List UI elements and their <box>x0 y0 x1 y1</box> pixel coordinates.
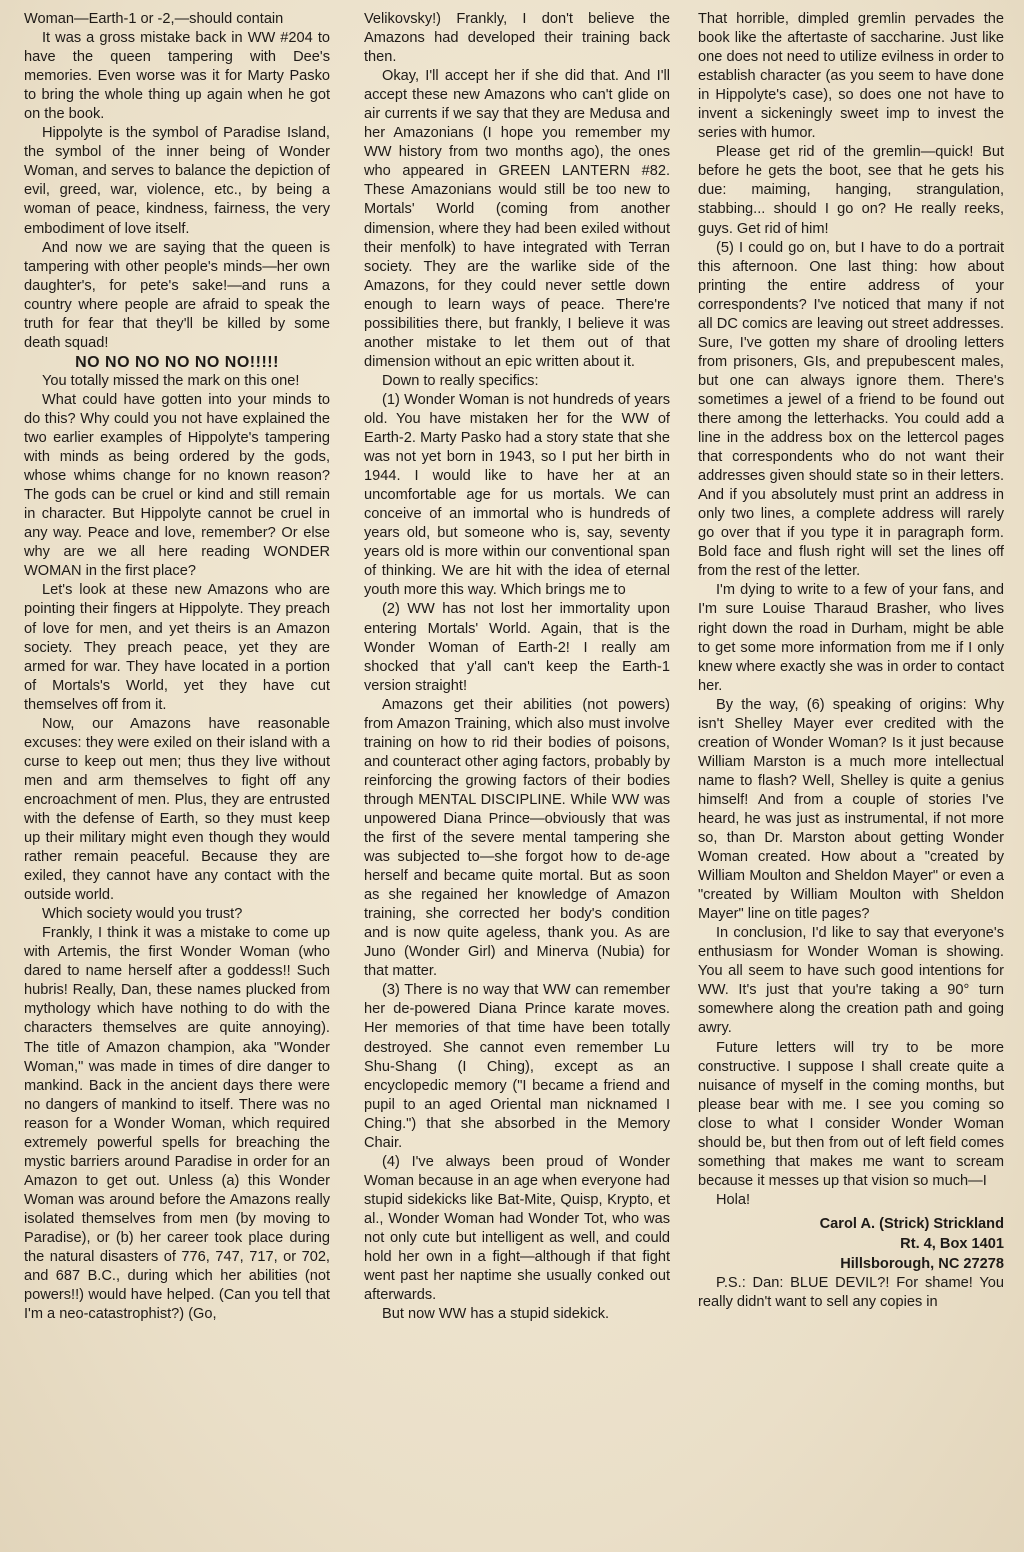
paragraph: (3) There is no way that WW can remember her de-powered Diana Prince karate moves. Her memories of that time have been totally destroyed. She cannot even remember Lu Shu-Shang (I Ching), except as an encyclopedic memory ("I became a friend and pupil to an aged Oriental man nicknamed I Ching.") that she absorbed in the Memory Chair. <box>364 982 670 1151</box>
paragraph: And now we are saying that the queen is tampering with other people's minds—her own daughter's, for pete's sake!—and runs a country where people are afraid to speak the truth for fear that they'll be killed by some death squad! <box>24 239 330 351</box>
paragraph: Which society would you trust? <box>42 906 243 923</box>
paragraph: Frankly, I think it was a mistake to come up with Artemis, the first Wonder Woman (who dared to name herself after a goddess!! Such hubris! Really, Dan, these names plucked from mythology which have nothing to do with the characters themselves are quite annoying). The title of Amazon champion, aka "Wonder Woman," was made in times of dire danger to mankind. Back in the ancient days there were no dangers of mankind to itself. There was no reason for a Wonder Woman, which required extremely powerful spells for breaching the mystic barriers around Paradise in order for an Amazon to get out. Unless (a) this Wonder Woman was around before the Amazons really isolated themselves from men (by moving to Paradise), or (b) her career took place during the natural disasters of 776, 747, 717, or 702, and 687 B.C., during which her abilities (not powers!!) would have helped. (Can you tell that I'm a neo-catastrophist?) (Go, <box>24 925 330 1323</box>
letter-signature <box>698 1214 1004 1274</box>
paragraph: Hippolyte is the symbol of Paradise Island, the symbol of the inner being of Wonder Woman, and serves to balance the depiction of evil, greed, war, violence, etc., by being a woman of peace, kindness, fairness, the very embodiment of love itself. <box>24 125 330 237</box>
paragraph: It was a gross mistake back in WW #204 to have the queen tampering with Dee's memories. Even worse was it for Marty Pasko to bring the whole thing up again when he got on the book. <box>24 30 330 123</box>
paragraph: NO NO NO NO NO NO!!!!! <box>75 353 279 371</box>
column-3-body <box>698 10 1004 1210</box>
paragraph: What could have gotten into your minds to do this? Why could you not have explained the two earlier examples of Hippolyte's tampering with minds as being ordered by the gods, whose whims change for no known reason? The gods can be cruel or kind and still remain in character. But Hippolyte cannot be cruel in any way. Peace and love, remember? Or else why are we all here reading WONDER WOMAN in the first place? <box>24 391 330 580</box>
signature-city: Hillsborough, NC 27278 <box>840 1255 1004 1272</box>
column-3 <box>698 10 1004 1550</box>
paragraph: (5) I could go on, but I have to do a portrait this afternoon. One last thing: how about printing the entire address of your correspondents? I've noticed that many if not all DC comics are leaving out street addresses. Sure, I've gotten my share of drooling letters from prisoners, GIs, and prepubescent males, but one can always ignore them. There's sometimes a jewel of a friend to be found out there among the letterhacks. You could add a line in the address box on the lettercol pages that correspondents who do not want their addresses given should state so in their letters. And if you absolutely must print an address in only two lines, a complete address will rarely go over that if you type it in paragraph form. Bold face and flush right will set the lines off from the rest of the letter. <box>698 239 1004 580</box>
paragraph: Okay, I'll accept her if she did that. And I'll accept these new Amazons who can't glide on air currents if we say that they are Medusa and her Amazonians (I hope you remember my WW history from two months ago), the ones who appeared in GREEN LANTERN #82. These Amazonians would still be too new to Mortals' World (coming from another dimension, where they had been exiled without their menfolk) to have integrated with Terran society. They are the warlike side of the Amazons, for they could never settle down enough to learn ways of peace. There're possibilities there, but frankly, I believe it was another mistake to let them out of that dimension without an epic written about it. <box>364 68 670 370</box>
paragraph: I'm dying to write to a few of your fans, and I'm sure Louise Tharaud Brasher, who lives right down the road in Durham, might be able to get some more information from me if I only knew where exactly she was in order to contact her. <box>698 582 1004 694</box>
paragraph: Woman—Earth-1 or -2,—should contain <box>24 11 284 27</box>
postscript: P.S.: Dan: BLUE DEVIL?! For shame! You really didn't want to sell any copies in <box>698 1274 1004 1310</box>
paragraph: Amazons get their abilities (not powers) from Amazon Training, which also must involve training on how to rid their bodies of poisons, and counteract other aging factors, probably by reinforcing the growing factors of their bodies through MENTAL DISCIPLINE. While WW was unpowered Diana Prince—obviously that was the first of the severe mental tampering she was subjected to—she forgot how to de-age herself and became quite mortal. But as soon as she regained her knowledge of Amazon training, she corrected her body's condition and is now quite ageless, thank you. As are Juno (Wonder Girl) and Minerva (Nubia) for that matter. <box>364 696 670 980</box>
paragraph: (1) Wonder Woman is not hundreds of years old. You have mistaken her for the WW of Earth-2. Marty Pasko had a story state that she was not yet born in 1943, so I put her birth in 1944. I would like to have her at an uncomfortable age for us mortals. We can conceive of an immortal who is hundreds of years old, but someone who is, say, seventy years old is more within our conventional span of thinking. We are hit with the idea of eternal youth more this way. Which brings me to <box>364 391 670 599</box>
paragraph: That horrible, dimpled gremlin pervades the book like the aftertaste of saccharine. Just like one does not need to utilize evilness in order to establish character (as you seem to have done in Hippolyte's case), so does one not have to invent a sickeningly sweet imp to invest the series with humor. <box>698 11 1004 142</box>
column-1 <box>24 10 330 1550</box>
paragraph: By the way, (6) speaking of origins: Why isn't Shelley Mayer ever credited with the creation of Wonder Woman? Is it just because William Marston is a much more intellectual name to flash? Well, Shelley is quite a genius himself! And from a couple of stories I've heard, he was just as instrumental, if not more so, than Dr. Marston about getting Wonder Woman created. How about a "created by William Moulton and Sheldon Mayer" or even a "created by William Moulton with Sheldon Mayer" line on title pages? <box>698 696 1004 923</box>
signature-street: Rt. 4, Box 1401 <box>900 1235 1004 1252</box>
column-2 <box>364 10 670 1550</box>
paragraph: Future letters will try to be more constructive. I suppose I shall create quite a nuisance of myself in the coming months, but please bear with me. I see you coming so close to what I consider Wonder Woman should be, but then from out of left field comes something that makes me want to scream because it messes up that vision so much—I <box>698 1039 1004 1189</box>
paragraph: Now, our Amazons have reasonable excuses: they were exiled on their island with a curse to keep out men; thus they live without men and arm themselves to fight off any encroachment of men. Plus, they are entrusted with the defense of Earth, so they must keep up their military might even though they would rather remain peaceful. Because they are exiled, they cannot have any contact with the outside world. <box>24 715 330 904</box>
paragraph: Please get rid of the gremlin—quick! But before he gets the boot, see that he gets his due: maiming, hanging, strangulation, stabbing... should I go on? He really reeks, guys. Get rid of him! <box>698 144 1004 237</box>
paragraph: Hola! <box>716 1191 751 1208</box>
paragraph: Down to really specifics: <box>382 372 539 389</box>
paragraph: But now WW has a stupid sidekick. <box>382 1306 610 1323</box>
paragraph: Let's look at these new Amazons who are pointing their fingers at Hippolyte. They preach of love for men, and yet theirs is an Amazon society. They preach peace, yet they are armed for war. They have located in a portion of Mortals's World, yet they have cut themselves off from it. <box>24 582 330 713</box>
paragraph: (2) WW has not lost her immortality upon entering Mortals' World. Again, that is the Wonder Woman of Earth-2! I really am shocked that y'all can't keep the Earth-1 version straight! <box>364 601 670 694</box>
paragraph: (4) I've always been proud of Wonder Woman because in an age when everyone had stupid sidekicks like Bat-Mite, Quisp, Krypto, et al., Wonder Woman had Wonder Tot, who was not only cute but intelligent as well, and could hold her own in a fight—although if that fight went past her naptime she usually conked out afterwards. <box>364 1153 670 1304</box>
paragraph: You totally missed the mark on this one! <box>42 372 300 389</box>
signature-name: Carol A. (Strick) Strickland <box>819 1215 1004 1232</box>
paragraph: Velikovsky!) Frankly, I don't believe the Amazons had developed their training back then. <box>364 11 670 66</box>
paragraph: In conclusion, I'd like to say that everyone's enthusiasm for Wonder Woman is showing. You all seem to have such good intentions for WW. It's just that you're taking a 90° turn somewhere along the creation path and going awry. <box>698 925 1004 1037</box>
